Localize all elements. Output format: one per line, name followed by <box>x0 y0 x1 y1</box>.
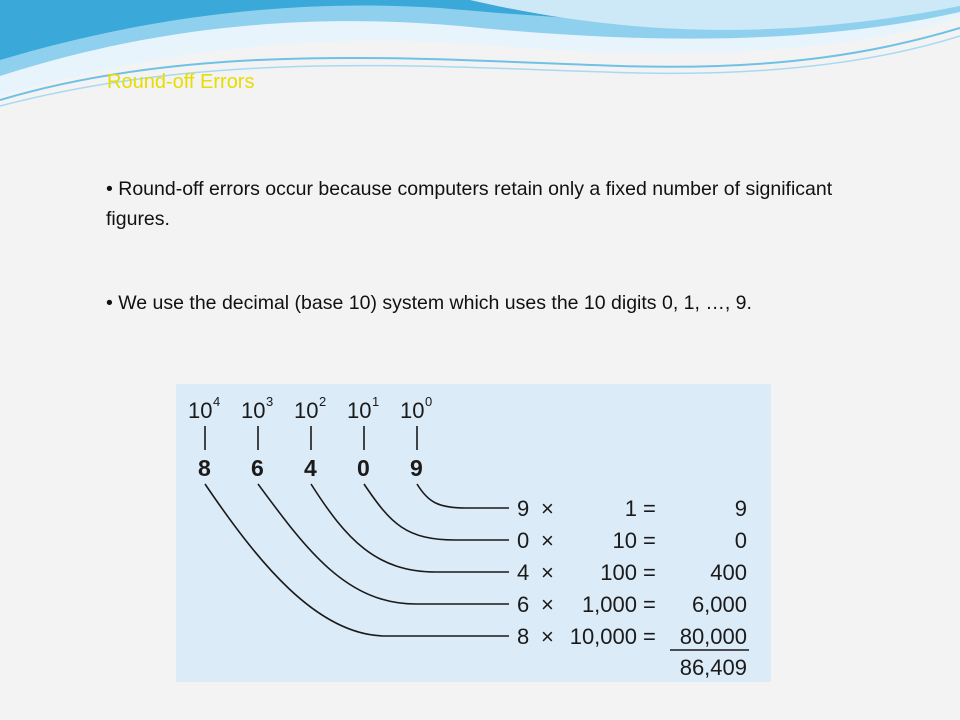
svg-text:0: 0 <box>734 528 747 553</box>
digit-4: 4 <box>304 455 317 481</box>
svg-text:1,000: 1,000 <box>581 592 637 617</box>
svg-text:×: × <box>541 528 554 553</box>
slide-title: Round-off Errors <box>107 71 255 93</box>
svg-text:1: 1 <box>372 394 380 409</box>
svg-text:=: = <box>643 560 656 585</box>
svg-text:10: 10 <box>188 398 213 423</box>
digit-9: 9 <box>410 455 423 481</box>
svg-text:10: 10 <box>400 398 425 423</box>
svg-text:2: 2 <box>319 394 327 409</box>
svg-text:×: × <box>541 560 554 585</box>
svg-text:×: × <box>541 496 554 521</box>
digit-0: 0 <box>357 455 370 481</box>
svg-text:3: 3 <box>266 394 274 409</box>
svg-text:9: 9 <box>734 496 747 521</box>
svg-text:=: = <box>643 496 656 521</box>
svg-text:100: 100 <box>600 560 637 585</box>
svg-text:10: 10 <box>241 398 266 423</box>
row-ten-thousands <box>517 624 747 649</box>
svg-text:10: 10 <box>347 398 372 423</box>
svg-text:10: 10 <box>612 528 637 553</box>
svg-text:8: 8 <box>517 624 530 649</box>
svg-text:0: 0 <box>517 528 530 553</box>
svg-text:400: 400 <box>710 560 747 585</box>
place-value-diagram <box>176 384 771 682</box>
bullet-round-off-cause: • Round-off errors occur because computers retain only a fixed number of significant figures. <box>106 178 833 230</box>
svg-text:0: 0 <box>425 394 433 409</box>
svg-text:1: 1 <box>624 496 637 521</box>
svg-text:=: = <box>643 528 656 553</box>
svg-text:6,000: 6,000 <box>691 592 747 617</box>
svg-text:10,000: 10,000 <box>569 624 637 649</box>
svg-text:=: = <box>643 624 656 649</box>
row-thousands <box>517 592 747 617</box>
svg-text:=: = <box>643 592 656 617</box>
digit-8: 8 <box>198 455 211 481</box>
svg-text:×: × <box>541 624 554 649</box>
digit-6: 6 <box>251 455 264 481</box>
sum-total: 86,409 <box>679 655 747 680</box>
bullet-decimal-system: • We use the decimal (base 10) system which uses the 10 digits 0, 1, …, 9. <box>106 292 752 314</box>
svg-text:80,000: 80,000 <box>679 624 747 649</box>
svg-text:×: × <box>541 592 554 617</box>
header-wave-decoration <box>0 0 960 120</box>
svg-text:9: 9 <box>517 496 530 521</box>
svg-text:4: 4 <box>517 560 530 585</box>
svg-text:10: 10 <box>294 398 319 423</box>
svg-text:4: 4 <box>213 394 221 409</box>
row-hundreds <box>517 560 747 585</box>
svg-text:6: 6 <box>517 592 530 617</box>
